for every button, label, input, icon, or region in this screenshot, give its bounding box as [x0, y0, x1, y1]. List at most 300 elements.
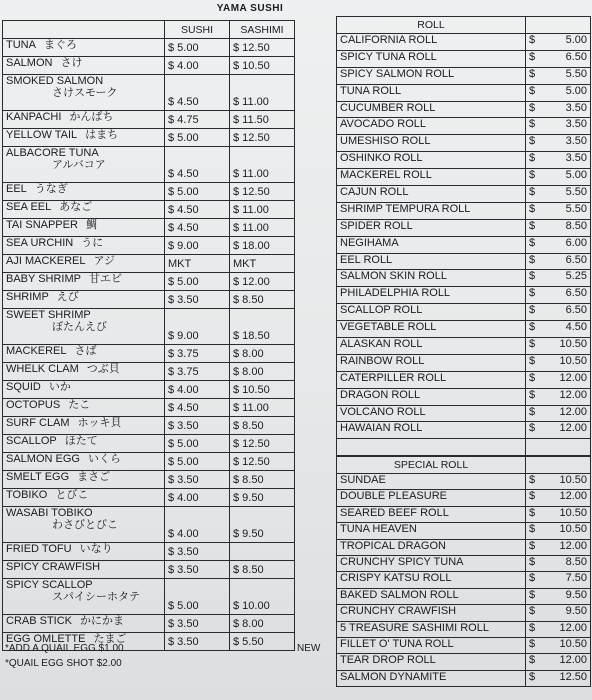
item-name-jp: とびこ	[55, 489, 89, 501]
sushi-price: $ 4.00	[165, 381, 230, 399]
roll-price: 12.00	[550, 490, 591, 506]
roll-name: CAJUN ROLL	[337, 186, 526, 203]
roll-name: AVOCADO ROLL	[337, 118, 526, 135]
header-blank	[526, 17, 551, 34]
menu-item-row	[3, 399, 295, 417]
currency-symbol: $	[526, 253, 551, 270]
roll-price: 5.00	[550, 34, 591, 51]
menu-item-row	[3, 111, 295, 129]
item-name-cell	[3, 309, 165, 345]
item-name-jp: スパイシーホタテ	[52, 591, 140, 603]
item-name-en: SQUID	[6, 381, 41, 393]
sashimi-price: $ 10.00	[230, 579, 295, 615]
item-name-jp: えび	[56, 291, 79, 303]
special-roll-row	[337, 670, 591, 686]
sashimi-price: $ 18.00	[230, 237, 295, 255]
sashimi-price: $ 12.50	[230, 435, 295, 453]
currency-symbol: $	[526, 270, 551, 287]
roll-row	[337, 118, 591, 135]
currency-symbol: $	[526, 539, 551, 555]
roll-name: TROPICAL DRAGON	[337, 539, 526, 555]
roll-row	[337, 101, 591, 118]
sushi-price: $ 4.00	[165, 489, 230, 507]
currency-symbol: $	[526, 321, 551, 338]
item-name-cell	[3, 147, 165, 183]
item-name-jp: いか	[48, 381, 71, 393]
menu-item-row	[3, 453, 295, 471]
item-name-jp: うに	[81, 237, 104, 249]
currency-symbol: $	[526, 84, 551, 101]
menu-item-row	[3, 615, 295, 633]
roll-price: 10.50	[550, 474, 591, 490]
item-name-cell	[3, 183, 165, 201]
item-name-en: TOBIKO	[6, 489, 48, 501]
item-name-en: SURF CLAM	[6, 417, 70, 429]
roll-price: 12.00	[550, 371, 591, 388]
item-name-jp: ぼたんえび	[52, 321, 107, 333]
sushi-price: $ 5.00	[165, 579, 230, 615]
item-name-jp: あなご	[59, 201, 93, 213]
menu-item-row	[3, 489, 295, 507]
roll-price: 5.50	[550, 202, 591, 219]
roll-row	[337, 135, 591, 152]
sashimi-price: $ 11.00	[230, 147, 295, 183]
special-roll-row	[337, 506, 591, 522]
currency-symbol: $	[526, 118, 551, 135]
item-name-cell	[3, 219, 165, 237]
menu-item-row	[3, 579, 295, 615]
roll-price: 5.00	[550, 84, 591, 101]
sashimi-price: $ 11.00	[230, 201, 295, 219]
currency-symbol: $	[526, 101, 551, 118]
roll-name: ALASKAN ROLL	[337, 338, 526, 355]
sushi-price: $ 3.50	[165, 291, 230, 309]
item-name-cell	[3, 255, 165, 273]
currency-symbol: $	[526, 654, 551, 670]
menu-title: YAMA SUSHI	[216, 3, 284, 14]
special-roll-header: SPECIAL ROLL	[337, 457, 526, 474]
sashimi-price: $ 8.00	[230, 363, 295, 381]
sashimi-price: $ 12.50	[230, 183, 295, 201]
menu-item-row	[3, 471, 295, 489]
sashimi-price: $ 8.00	[230, 345, 295, 363]
roll-name: TUNA ROLL	[337, 84, 526, 101]
currency-symbol: $	[526, 523, 551, 539]
item-name-cell	[3, 75, 165, 111]
item-name-en: SMOKED SALMON	[6, 75, 104, 87]
item-name-cell	[3, 273, 165, 291]
sashimi-price: $ 18.50	[230, 309, 295, 345]
item-name-cell	[3, 345, 165, 363]
roll-price: 12.00	[550, 405, 591, 422]
quail-egg-shot-note: *QUAIL EGG SHOT $2.00	[5, 658, 122, 669]
roll-row	[337, 67, 591, 84]
sashimi-price: $ 11.50	[230, 111, 295, 129]
item-name-en: FRIED TOFU	[6, 543, 72, 555]
roll-name: TEAR DROP ROLL	[337, 654, 526, 670]
sushi-header: SUSHI	[165, 21, 230, 39]
menu-item-row	[3, 237, 295, 255]
roll-price: 5.50	[550, 67, 591, 84]
currency-symbol: $	[526, 555, 551, 571]
sushi-price: $ 4.00	[165, 507, 230, 543]
currency-symbol: $	[526, 474, 551, 490]
item-name-jp: いくら	[87, 453, 121, 465]
item-name-en: OCTOPUS	[6, 399, 61, 411]
item-name-cell	[3, 111, 165, 129]
special-roll-row	[337, 588, 591, 604]
item-name-cell	[3, 417, 165, 435]
roll-name: CALIFORNIA ROLL	[337, 34, 526, 51]
item-name-jp: さば	[74, 345, 97, 357]
currency-symbol: $	[526, 219, 551, 236]
sashimi-price: $ 11.00	[230, 75, 295, 111]
roll-price: 4.50	[550, 321, 591, 338]
roll-row	[337, 354, 591, 371]
roll-row	[337, 270, 591, 287]
item-name-en: SHRIMP	[6, 291, 49, 303]
item-name-jp: さけ	[60, 57, 83, 69]
roll-table	[336, 16, 591, 456]
sashimi-price: $ 5.50	[230, 633, 295, 651]
currency-symbol: $	[526, 388, 551, 405]
sushi-sashimi-table	[2, 20, 295, 651]
item-name-jp: かんぱち	[69, 111, 114, 123]
menu-item-row	[3, 363, 295, 381]
currency-symbol: $	[526, 67, 551, 84]
special-roll-row	[337, 654, 591, 670]
sushi-price: $ 3.50	[165, 561, 230, 579]
roll-row	[337, 405, 591, 422]
roll-price: 5.25	[550, 270, 591, 287]
sushi-price: $ 4.00	[165, 57, 230, 75]
currency-symbol: $	[526, 236, 551, 253]
special-roll-row	[337, 523, 591, 539]
roll-name: UMESHISO ROLL	[337, 135, 526, 152]
currency-symbol: $	[526, 621, 551, 637]
sushi-price: $ 5.00	[165, 273, 230, 291]
item-name-en: KANPACHI	[6, 111, 62, 123]
item-name-jp: アルバコア	[52, 159, 106, 171]
menu-item-row	[3, 129, 295, 147]
menu-item-row	[3, 75, 295, 111]
roll-name: 5 TREASURE SASHIMI ROLL	[337, 621, 526, 637]
special-roll-row	[337, 637, 591, 653]
item-name-en: SCALLOP	[6, 435, 57, 447]
menu-item-row	[3, 219, 295, 237]
currency-symbol: $	[526, 354, 551, 371]
item-name-cell	[3, 579, 165, 615]
roll-name: MACKEREL ROLL	[337, 169, 526, 186]
roll-price: 3.50	[550, 118, 591, 135]
header-blank	[526, 457, 551, 474]
item-name-en: SEA EEL	[6, 201, 52, 213]
roll-price: 8.50	[550, 555, 591, 571]
item-name-en: SPICY SCALLOP	[6, 579, 93, 591]
currency-symbol: $	[526, 34, 551, 51]
currency-symbol: $	[526, 287, 551, 304]
roll-price: 3.50	[550, 135, 591, 152]
roll-name: SUNDAE	[337, 474, 526, 490]
table-header-row	[3, 21, 295, 39]
item-name-en: CRAB STICK	[6, 615, 73, 627]
item-name-en: MACKEREL	[6, 345, 67, 357]
sashimi-price: $ 8.50	[230, 291, 295, 309]
roll-name: HAWAIAN ROLL	[337, 422, 526, 439]
item-name-cell	[3, 129, 165, 147]
roll-row	[337, 202, 591, 219]
sashimi-price: MKT	[230, 255, 295, 273]
roll-name: RAINBOW ROLL	[337, 354, 526, 371]
item-name-en: SMELT EGG	[6, 471, 70, 483]
item-name-cell	[3, 561, 165, 579]
currency-symbol: $	[526, 670, 551, 686]
roll-price: 5.00	[550, 169, 591, 186]
sashimi-price: $ 10.50	[230, 381, 295, 399]
menu-item-row	[3, 147, 295, 183]
roll-row	[337, 84, 591, 101]
sushi-price: $ 3.50	[165, 417, 230, 435]
sashimi-price: $ 12.50	[230, 129, 295, 147]
menu-item-row	[3, 381, 295, 399]
roll-name: SCALLOP ROLL	[337, 304, 526, 321]
item-name-en: SPICY CRAWFISH	[6, 561, 101, 573]
item-name-jp: はまち	[85, 129, 119, 141]
item-name-en: TAI SNAPPER	[6, 219, 78, 231]
item-name-en: WHELK CLAM	[6, 363, 79, 375]
item-name-jp: ほたて	[64, 435, 98, 447]
item-name-cell	[3, 57, 165, 75]
sashimi-price: $ 12.50	[230, 39, 295, 57]
roll-price: 12.50	[550, 670, 591, 686]
menu-item-row	[3, 561, 295, 579]
roll-price: 3.50	[550, 101, 591, 118]
item-name-jp: 甘エビ	[89, 273, 122, 285]
roll-price: 12.00	[550, 539, 591, 555]
special-roll-row	[337, 605, 591, 621]
roll-name: PHILADELPHIA ROLL	[337, 287, 526, 304]
roll-name: SPICY TUNA ROLL	[337, 50, 526, 67]
roll-name: EEL ROLL	[337, 253, 526, 270]
currency-symbol: $	[526, 50, 551, 67]
item-name-cell	[3, 291, 165, 309]
roll-row	[337, 304, 591, 321]
special-roll-row	[337, 555, 591, 571]
roll-price: 8.50	[550, 219, 591, 236]
roll-price: 12.00	[550, 388, 591, 405]
item-name-cell	[3, 363, 165, 381]
roll-name: CRUNCHY CRAWFISH	[337, 605, 526, 621]
special-header-row	[337, 457, 591, 474]
item-name-jp: わさびとびこ	[52, 519, 118, 531]
roll-price: 7.50	[550, 572, 591, 588]
menu-item-row	[3, 57, 295, 75]
item-name-en: AJI MACKEREL	[6, 255, 86, 267]
roll-name: CRUNCHY SPICY TUNA	[337, 555, 526, 571]
currency-symbol: $	[526, 135, 551, 152]
roll-row	[337, 338, 591, 355]
blank-cell	[526, 439, 551, 456]
roll-header-row	[337, 17, 591, 34]
blank-cell	[337, 439, 526, 456]
roll-price: 3.50	[550, 152, 591, 169]
roll-price: 6.50	[550, 287, 591, 304]
roll-price: 10.50	[550, 354, 591, 371]
roll-name: SPICY SALMON ROLL	[337, 67, 526, 84]
special-roll-row	[337, 621, 591, 637]
roll-name: DOUBLE PLEASURE	[337, 490, 526, 506]
menu-item-row	[3, 435, 295, 453]
item-name-cell	[3, 201, 165, 219]
roll-row	[337, 321, 591, 338]
roll-row	[337, 169, 591, 186]
currency-symbol: $	[526, 338, 551, 355]
sushi-price: $ 3.50	[165, 633, 230, 651]
currency-symbol: $	[526, 152, 551, 169]
item-name-jp: アジ	[93, 255, 116, 267]
currency-symbol: $	[526, 637, 551, 653]
menu-item-row	[3, 543, 295, 561]
menu-item-row	[3, 345, 295, 363]
sushi-price: $ 4.50	[165, 399, 230, 417]
roll-row	[337, 34, 591, 51]
sashimi-price: $ 8.50	[230, 561, 295, 579]
roll-name: CUCUMBER ROLL	[337, 101, 526, 118]
menu-item-row	[3, 183, 295, 201]
item-name-jp: まさご	[77, 471, 111, 483]
sushi-price: $ 4.50	[165, 201, 230, 219]
roll-row	[337, 422, 591, 439]
special-roll-table	[336, 456, 591, 687]
sashimi-price: $ 8.50	[230, 417, 295, 435]
roll-name: CRISPY KATSU ROLL	[337, 572, 526, 588]
roll-price: 6.50	[550, 50, 591, 67]
item-name-cell	[3, 453, 165, 471]
roll-price: 10.50	[550, 338, 591, 355]
item-name-cell	[3, 489, 165, 507]
sashimi-price: $ 8.50	[230, 471, 295, 489]
sashimi-price: $ 8.00	[230, 615, 295, 633]
blank-cell	[550, 439, 591, 456]
item-name-cell	[3, 507, 165, 543]
header-blank	[550, 17, 591, 34]
item-name-jp: つぶ貝	[86, 363, 120, 375]
roll-price: 10.50	[550, 506, 591, 522]
item-name-jp: かにかま	[80, 615, 125, 627]
blank-row	[337, 439, 591, 456]
currency-symbol: $	[526, 186, 551, 203]
special-roll-row	[337, 572, 591, 588]
sushi-price: $ 4.50	[165, 75, 230, 111]
sushi-price: $ 5.00	[165, 453, 230, 471]
item-name-cell	[3, 381, 165, 399]
roll-name: VEGETABLE ROLL	[337, 321, 526, 338]
roll-row	[337, 152, 591, 169]
currency-symbol: $	[526, 371, 551, 388]
item-name-en: TUNA	[6, 39, 36, 51]
roll-price: 9.50	[550, 605, 591, 621]
roll-price: 6.50	[550, 304, 591, 321]
currency-symbol: $	[526, 304, 551, 321]
roll-price: 12.00	[550, 621, 591, 637]
roll-price: 6.00	[550, 236, 591, 253]
menu-item-row	[3, 309, 295, 345]
item-name-cell	[3, 237, 165, 255]
currency-symbol: $	[526, 405, 551, 422]
sushi-price: MKT	[165, 255, 230, 273]
sushi-price: $ 5.00	[165, 39, 230, 57]
roll-row	[337, 186, 591, 203]
roll-price: 10.50	[550, 523, 591, 539]
item-name-jp: たこ	[68, 399, 91, 411]
item-name-jp: 鯛	[85, 219, 97, 231]
roll-name: TUNA HEAVEN	[337, 523, 526, 539]
item-name-en: EGG OMLETTE	[6, 633, 86, 645]
sushi-price: $ 4.50	[165, 147, 230, 183]
item-name-jp: うなぎ	[34, 183, 68, 195]
item-name-en: YELLOW TAIL	[6, 129, 78, 141]
header-blank	[550, 457, 591, 474]
roll-row	[337, 371, 591, 388]
roll-name: SEARED BEEF ROLL	[337, 506, 526, 522]
item-name-en: ALBACORE TUNA	[6, 147, 99, 159]
sushi-price: $ 5.00	[165, 129, 230, 147]
menu-item-row	[3, 255, 295, 273]
sushi-price: $ 4.75	[165, 111, 230, 129]
special-roll-row	[337, 490, 591, 506]
sashimi-price: $ 10.50	[230, 57, 295, 75]
currency-symbol: $	[526, 422, 551, 439]
sushi-price: $ 3.50	[165, 615, 230, 633]
sushi-price: $ 9.00	[165, 237, 230, 255]
sashimi-price: $ 9.50	[230, 489, 295, 507]
roll-name: SPIDER ROLL	[337, 219, 526, 236]
roll-name: DRAGON ROLL	[337, 388, 526, 405]
item-name-en: WASABI TOBIKO	[6, 507, 93, 519]
item-name-en: SALMON EGG	[6, 453, 80, 465]
sashimi-price: $ 11.00	[230, 219, 295, 237]
item-name-cell	[3, 39, 165, 57]
roll-price: 12.00	[550, 422, 591, 439]
menu-item-row	[3, 39, 295, 57]
sushi-price: $ 3.75	[165, 345, 230, 363]
menu-item-row	[3, 201, 295, 219]
item-name-jp: いなり	[79, 543, 113, 555]
special-roll-row	[337, 539, 591, 555]
item-name-cell	[3, 435, 165, 453]
sushi-price: $ 5.00	[165, 183, 230, 201]
roll-row	[337, 219, 591, 236]
roll-row	[337, 287, 591, 304]
special-roll-row	[337, 474, 591, 490]
sashimi-price: $ 12.00	[230, 273, 295, 291]
sushi-price: $ 5.00	[165, 435, 230, 453]
currency-symbol: $	[526, 572, 551, 588]
item-name-en: SWEET SHRIMP	[6, 309, 91, 321]
currency-symbol: $	[526, 588, 551, 604]
item-name-en: SALMON	[6, 57, 53, 69]
sashimi-price	[230, 543, 295, 561]
roll-name: FILLET O' TUNA ROLL	[337, 637, 526, 653]
menu-item-row	[3, 507, 295, 543]
roll-price: 10.50	[550, 637, 591, 653]
roll-name: SALMON DYNAMITE	[337, 670, 526, 686]
menu-item-row	[3, 291, 295, 309]
sashimi-price: $ 9.50	[230, 507, 295, 543]
header-blank	[3, 21, 165, 39]
roll-header: ROLL	[337, 17, 526, 34]
item-name-jp: ホッキ貝	[77, 417, 122, 429]
